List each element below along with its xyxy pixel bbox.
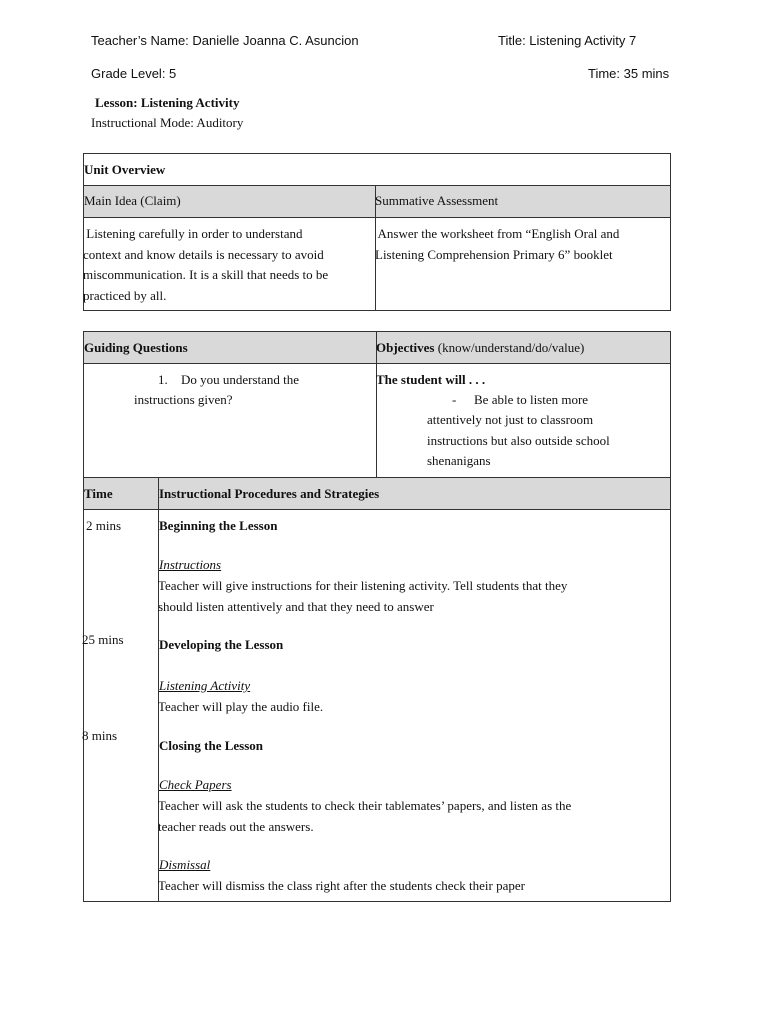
objective-rest: attentively not just to classroom instructions but also outside school shenanigans [427,412,610,468]
question-line-1: Do you understand the [181,372,300,387]
unit-overview-heading: Unit Overview [84,162,166,177]
question-line-2: instructions given? [134,392,233,407]
main-idea-header: Main Idea (Claim) [84,193,181,208]
grade-level: Grade Level: 5 [91,66,177,81]
guiding-questions-heading: Guiding Questions [84,340,188,355]
check-papers-text: Teacher will ask the students to check their tablemates’ papers, and listen as the teacher reads out the answers. [158,798,572,834]
activity-title: Title: Listening Activity 7 [498,33,637,48]
closing-heading: Closing the Lesson [159,738,264,753]
time-closing: 8 mins [82,728,118,743]
procedures-header: Instructional Procedures and Strategies [159,486,380,501]
time-header: Time [84,486,113,501]
instructions-text: Teacher will give instructions for their listening activity. Tell students that they should listen attentively and that they need to answer [158,578,568,614]
duration: Time: 35 mins [588,66,670,81]
dismissal-text: Teacher will dismiss the class right after the students check their paper [158,878,525,893]
objectives-heading: Objectives (know/understand/do/value) [376,340,585,355]
teacher-name: Teacher’s Name: Danielle Joanna C. Asuncion [91,33,359,48]
developing-heading: Developing the Lesson [159,637,284,652]
main-idea-text: Listening carefully in order to understand context and know details is necessary to avoid miscommunication. It is a skill that needs to be practiced by all. [83,226,329,303]
instructional-mode: Instructional Mode: Auditory [91,115,244,130]
summative-assessment-header: Summative Assessment [375,193,499,208]
assessment-text: Answer the worksheet from “English Oral and Listening Comprehension Primary 6” booklet [375,226,620,262]
objective-line-1: Be able to listen more [474,392,589,407]
instructions-label: Instructions [159,557,222,572]
question-number: 1. [158,372,168,387]
listening-activity-text: Teacher will play the audio file. [158,699,324,714]
dismissal-label: Dismissal [159,857,211,872]
beginning-heading: Beginning the Lesson [159,518,278,533]
time-beginning: 2 mins [86,518,122,533]
check-papers-label: Check Papers [159,777,232,792]
listening-activity-label: Listening Activity [159,678,251,693]
objective-bullet: - [452,392,457,407]
student-will: The student will . . . [376,372,486,387]
time-developing: 25 mins [82,632,124,647]
lesson-title: Lesson: Listening Activity [95,95,240,110]
